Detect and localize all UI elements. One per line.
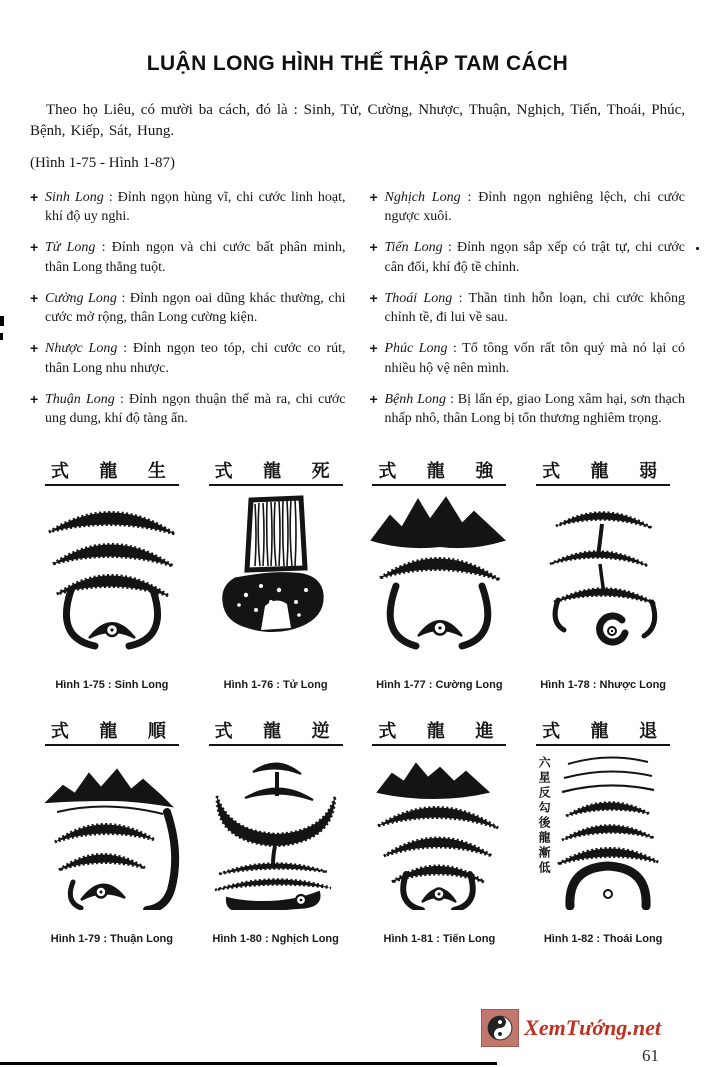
figure-han-title: 式 龍 弱 (536, 457, 670, 486)
term-label: Bệnh Long (384, 392, 447, 408)
dragon-illustration-tien-long (364, 750, 514, 910)
figure-thuan-long (30, 717, 194, 945)
figure-han-title: 式 龍 逆 (209, 717, 343, 746)
page-number: 61 (642, 1046, 659, 1065)
watermark-site-name: XemTướng.net (524, 1015, 661, 1040)
term-label: Phúc Long (384, 341, 448, 357)
term-description: : Đỉnh ngọn nghiêng lệch, chi cước ngược xuôi. (384, 189, 685, 224)
term-description: : Đỉnh ngọn hùng vĩ, chi cước linh hoạt, khí độ uy nghi. (45, 189, 346, 224)
figure-cuong-long (358, 457, 522, 691)
plus-marker: + (30, 391, 39, 408)
plus-marker: + (369, 188, 378, 205)
dragon-illustration-nghich-long (201, 750, 351, 910)
plus-marker: + (30, 289, 39, 306)
page-title: LUẬN LONG HÌNH THẾ THẬP TAM CÁCH (146, 52, 569, 75)
definition-text (45, 339, 346, 378)
site-watermark (481, 1009, 661, 1047)
figure-sinh-long (30, 457, 194, 691)
scan-artifact-dot (696, 247, 699, 250)
definition-text (45, 188, 346, 227)
definition-text (385, 339, 686, 378)
term-description: : Đỉnh ngọn thuận thế mà ra, chi cước ung dung, khí độ tàng ẩn. (45, 392, 346, 427)
figure-han-title: 式 龍 進 (372, 717, 506, 746)
term-label: Cường Long (45, 290, 117, 306)
figure-caption: Hình 1-81 : Tiến Long (383, 932, 496, 945)
definition-text (385, 238, 686, 277)
figure-nhuoc-long (521, 457, 685, 691)
plus-marker: + (369, 340, 378, 357)
definition-item (370, 289, 686, 328)
figure-han-title: 式 龍 順 (45, 717, 179, 746)
definition-text (385, 289, 686, 328)
term-description: : Đỉnh ngọn sắp xếp có trật tự, chi cước cân đối, khí độ tề chỉnh. (384, 240, 686, 275)
dragon-illustration-thoai-long (550, 750, 668, 910)
dragon-illustration-cuong-long (364, 490, 514, 650)
figure-han-title: 式 龍 強 (372, 457, 506, 486)
figure-thoai-long (521, 717, 685, 945)
definition-item (30, 289, 346, 328)
definition-item (30, 339, 346, 378)
term-description: : Đỉnh ngọn và chi cước bất phân minh, thân Long thẳng tuột. (45, 240, 346, 275)
figure-caption: Hình 1-78 : Nhược Long (540, 678, 667, 691)
figure-caption: Hình 1-75 : Sinh Long (55, 678, 169, 691)
definition-text (385, 188, 686, 227)
figures-section (30, 457, 685, 945)
figure-row-1 (30, 457, 685, 691)
vertical-han-note: 六星反勾後龍漸低 (537, 755, 552, 876)
figure-caption: Hình 1-77 : Cường Long (376, 678, 503, 691)
definition-item (30, 188, 346, 227)
scan-artifact-left-mark (0, 333, 3, 340)
yin-yang-icon (481, 1009, 519, 1047)
figure-han-title: 式 龍 退 (536, 717, 670, 746)
term-description: : Bị lấn ép, giao Long xâm hại, sơn thạch nhấp nhô, thân Long bị tổn thương nghiêm trọng. (384, 392, 685, 427)
definition-item (30, 238, 346, 277)
term-label: Nhược Long (45, 341, 118, 357)
plus-marker: + (369, 239, 378, 256)
term-label: Thuận Long (45, 392, 115, 408)
figure-tien-long (358, 717, 522, 945)
definition-text (45, 238, 346, 277)
plus-marker: + (30, 239, 39, 256)
figure-caption: Hình 1-80 : Nghịch Long (212, 932, 339, 945)
figure-range-note: (Hình 1-75 - Hình 1-87) (30, 154, 175, 171)
plus-marker: + (30, 188, 39, 205)
dragon-illustration-sinh-long (37, 490, 187, 650)
term-label: Thoái Long (384, 290, 453, 306)
definition-text (385, 390, 686, 429)
figure-caption: Hình 1-82 : Thoái Long (543, 932, 663, 945)
scan-artifact-bottom-line (0, 1062, 497, 1065)
figure-row-2 (30, 717, 685, 945)
dragon-illustration-tu-long (201, 490, 351, 650)
plus-marker: + (369, 391, 378, 408)
definition-item (370, 390, 686, 429)
term-label: Tiến Long (384, 240, 443, 256)
plus-marker: + (369, 289, 378, 306)
definitions-columns (30, 188, 685, 441)
definition-item (370, 238, 686, 277)
term-label: Sinh Long (45, 189, 104, 205)
plus-marker: + (30, 340, 39, 357)
term-description: : Tổ tông vốn rất tôn quý mà nó lại có nhiều hộ vệ nên mình. (384, 341, 685, 376)
term-description: : Đỉnh ngọn teo tóp, chi cước co rút, thân Long nhu nhược. (45, 341, 346, 376)
term-label: Tử Long (45, 240, 96, 256)
term-label: Nghịch Long (384, 189, 461, 205)
definition-text (45, 289, 346, 328)
definition-item (370, 188, 686, 227)
figure-nghich-long (194, 717, 358, 945)
scan-artifact-left-mark (0, 316, 4, 326)
term-description: : Thần tinh hỗn loạn, chi cước không chỉnh tề, đi lui về sau. (384, 290, 686, 326)
intro-paragraph: Theo họ Liêu, có mười ba cách, đó là : Sinh, Tử, Cường, Nhược, Thuận, Nghịch, Tiến, Thoái, Phúc, Bệnh, Kiếp, Sát, Hung. (30, 102, 685, 140)
figure-han-title: 式 龍 死 (209, 457, 343, 486)
definitions-right-column (370, 188, 686, 441)
figure-body (538, 750, 668, 910)
figure-tu-long (194, 457, 358, 691)
definition-text (45, 390, 346, 429)
term-description: : Đỉnh ngọn oai dũng khác thường, chi cước mở rộng, thân Long cường kiện. (45, 290, 346, 326)
definition-item (30, 390, 346, 429)
dragon-illustration-nhuoc-long (528, 490, 678, 650)
figure-han-title: 式 龍 生 (45, 457, 179, 486)
definitions-left-column (30, 188, 346, 441)
definition-item (370, 339, 686, 378)
figure-caption: Hình 1-76 : Tử Long (223, 678, 328, 691)
figure-caption: Hình 1-79 : Thuận Long (50, 932, 173, 945)
dragon-illustration-thuan-long (37, 750, 187, 910)
